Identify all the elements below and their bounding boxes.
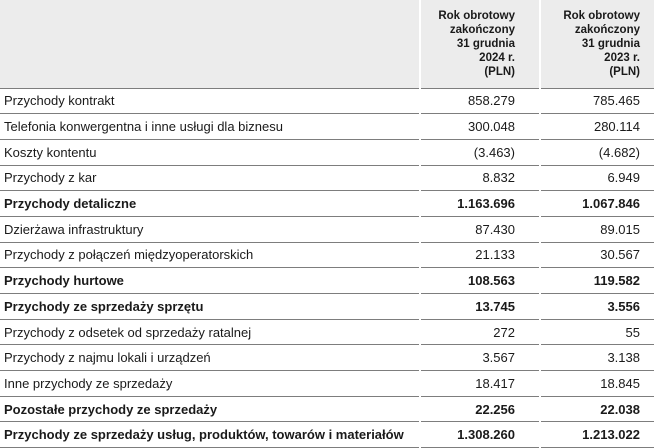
value-2024: (3.463) <box>420 139 540 165</box>
value-2024: 858.279 <box>420 88 540 114</box>
header-2023-line: 31 grudnia <box>581 37 640 50</box>
value-2023: 6.949 <box>540 165 654 191</box>
header-label-cell <box>0 0 420 88</box>
value-2023: 3.556 <box>540 294 654 320</box>
header-2023-line: 2023 r. <box>604 51 640 64</box>
value-2023: (4.682) <box>540 139 654 165</box>
subtotal-row <box>0 191 654 217</box>
value-2023: 55 <box>540 319 654 345</box>
subtotal-row <box>0 268 654 294</box>
value-2024: 272 <box>420 319 540 345</box>
header-2023-line: Rok obrotowy <box>563 9 640 22</box>
value-2024: 1.308.260 <box>420 422 540 448</box>
row-label: Przychody kontrakt <box>0 88 420 114</box>
value-2024: 21.133 <box>420 242 540 268</box>
value-2024: 18.417 <box>420 371 540 397</box>
row-label: Przychody hurtowe <box>0 268 420 294</box>
table-row <box>0 371 654 397</box>
total-row <box>0 422 654 448</box>
table-row <box>0 165 654 191</box>
row-label: Przychody ze sprzedaży usług, produktów, towarów i materiałów <box>0 422 420 448</box>
value-2024: 1.163.696 <box>420 191 540 217</box>
value-2023: 22.038 <box>540 396 654 422</box>
table-row <box>0 319 654 345</box>
row-label: Przychody z najmu lokali i urządzeń <box>0 345 420 371</box>
header-2024-line: 31 grudnia <box>456 37 515 50</box>
value-2023: 1.067.846 <box>540 191 654 217</box>
header-2024 <box>420 0 540 88</box>
header-2024-line: zakończony <box>449 23 515 36</box>
header-2024-line: (PLN) <box>484 65 515 78</box>
value-2024: 108.563 <box>420 268 540 294</box>
table-row <box>0 345 654 371</box>
header-2023-line: (PLN) <box>609 65 640 78</box>
value-2024: 87.430 <box>420 216 540 242</box>
row-label: Dzierżawa infrastruktury <box>0 216 420 242</box>
table-row <box>0 216 654 242</box>
value-2023: 1.213.022 <box>540 422 654 448</box>
value-2023: 785.465 <box>540 88 654 114</box>
table-row <box>0 242 654 268</box>
row-label: Koszty kontentu <box>0 139 420 165</box>
value-2024: 13.745 <box>420 294 540 320</box>
value-2024: 300.048 <box>420 114 540 140</box>
subtotal-row <box>0 294 654 320</box>
value-2024: 8.832 <box>420 165 540 191</box>
value-2023: 119.582 <box>540 268 654 294</box>
header-2024-line: 2024 r. <box>479 51 515 64</box>
table-row <box>0 88 654 114</box>
table-row <box>0 114 654 140</box>
value-2024: 3.567 <box>420 345 540 371</box>
row-label: Przychody z odsetek od sprzedaży ratalnej <box>0 319 420 345</box>
value-2024: 22.256 <box>420 396 540 422</box>
header-2023-line: zakończony <box>574 23 640 36</box>
row-label: Przychody z kar <box>0 165 420 191</box>
row-label: Telefonia konwergentna i inne usługi dla biznesu <box>0 114 420 140</box>
table-row <box>0 139 654 165</box>
value-2023: 30.567 <box>540 242 654 268</box>
table-header-row <box>0 0 654 88</box>
value-2023: 89.015 <box>540 216 654 242</box>
row-label: Przychody ze sprzedaży sprzętu <box>0 294 420 320</box>
row-label: Przychody z połączeń międzyoperatorskich <box>0 242 420 268</box>
header-2023 <box>540 0 654 88</box>
row-label: Inne przychody ze sprzedaży <box>0 371 420 397</box>
value-2023: 18.845 <box>540 371 654 397</box>
row-label: Pozostałe przychody ze sprzedaży <box>0 396 420 422</box>
value-2023: 3.138 <box>540 345 654 371</box>
subtotal-row <box>0 396 654 422</box>
row-label: Przychody detaliczne <box>0 191 420 217</box>
value-2023: 280.114 <box>540 114 654 140</box>
header-2024-line: Rok obrotowy <box>438 9 515 22</box>
